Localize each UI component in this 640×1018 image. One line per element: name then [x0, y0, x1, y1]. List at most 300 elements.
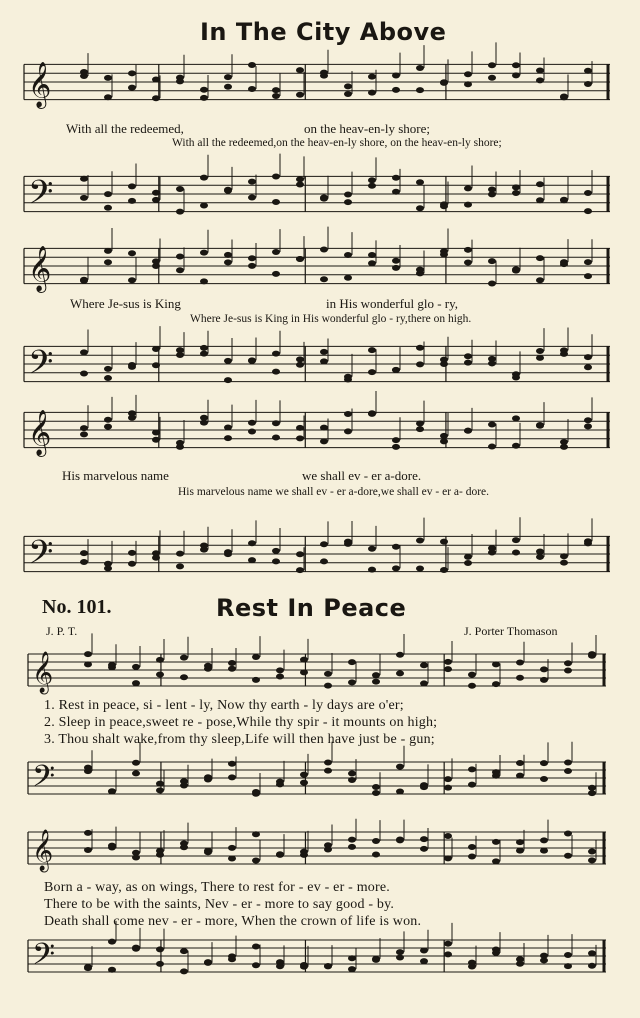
notehead — [128, 183, 136, 189]
verse-line: There to be with the saints, Nev - er - more to say good - by. — [44, 897, 395, 912]
notehead — [84, 661, 92, 667]
notehead — [372, 672, 380, 678]
notehead — [416, 361, 424, 367]
notehead — [416, 205, 424, 211]
notehead — [492, 858, 500, 864]
notehead — [420, 836, 428, 842]
notehead — [152, 263, 160, 269]
notehead — [540, 776, 548, 782]
notehead — [468, 960, 476, 966]
notehead — [464, 81, 472, 87]
notehead — [488, 75, 496, 81]
bass-staff — [24, 342, 610, 390]
notehead — [296, 182, 304, 188]
notehead — [516, 675, 524, 681]
notehead — [204, 663, 212, 669]
notehead — [128, 410, 136, 416]
notehead — [560, 560, 568, 566]
notehead — [564, 768, 572, 774]
notehead — [252, 654, 260, 660]
notehead — [392, 444, 400, 450]
notehead — [348, 837, 356, 843]
notehead — [248, 255, 256, 261]
notehead — [488, 422, 496, 428]
notehead — [320, 194, 328, 200]
notehead — [464, 360, 472, 366]
notehead — [276, 667, 284, 673]
notehead — [512, 537, 520, 543]
notehead — [128, 70, 136, 76]
notehead — [272, 369, 280, 375]
treble-staff — [24, 244, 610, 292]
notehead — [512, 443, 520, 449]
verse-line: Death shall come nev - er - more, When the crown of life is won. — [44, 914, 422, 929]
notehead — [180, 844, 188, 850]
notehead — [396, 949, 404, 955]
notehead — [324, 671, 332, 677]
notehead — [588, 963, 596, 969]
notehead — [200, 250, 208, 256]
notehead — [444, 659, 452, 665]
lyric-line: Where Je-sus is King in His wonderful glo - ry,there on high. — [190, 313, 472, 325]
notehead — [252, 831, 260, 837]
notehead — [416, 426, 424, 432]
notehead — [296, 67, 304, 73]
notehead — [492, 947, 500, 953]
lyricist-credit: J. P. T. — [46, 624, 78, 638]
notehead — [152, 197, 160, 203]
notehead — [104, 94, 112, 100]
notehead — [272, 93, 280, 99]
notehead — [320, 558, 328, 564]
notehead — [276, 674, 284, 680]
notehead — [252, 962, 260, 968]
notehead — [536, 549, 544, 555]
notehead — [296, 176, 304, 182]
notehead — [584, 81, 592, 87]
notehead — [344, 191, 352, 197]
notehead — [176, 444, 184, 450]
notehead — [324, 768, 332, 774]
notehead — [200, 543, 208, 549]
notehead — [584, 364, 592, 370]
notehead — [200, 415, 208, 421]
notehead — [464, 560, 472, 566]
notehead — [512, 72, 520, 78]
notehead — [104, 191, 112, 197]
notehead — [540, 677, 548, 683]
notehead — [272, 199, 280, 205]
notehead — [320, 425, 328, 431]
notehead — [348, 770, 356, 776]
clef-icon: 𝄞 — [28, 61, 52, 108]
lyric-line: we shall ev - er a-dore. — [302, 468, 422, 483]
notehead — [440, 433, 448, 439]
notehead — [368, 260, 376, 266]
notehead — [180, 674, 188, 680]
notehead — [248, 420, 256, 426]
verse-line: 2. Sleep in peace,sweet re - pose,While thy spir - it mounts on high; — [44, 715, 438, 730]
notehead — [320, 276, 328, 282]
notehead — [204, 774, 212, 780]
treble-staff — [24, 60, 610, 108]
notehead — [104, 424, 112, 430]
notehead — [228, 956, 236, 962]
notehead — [584, 417, 592, 423]
notehead — [320, 541, 328, 547]
notehead — [488, 356, 496, 362]
notehead — [492, 681, 500, 687]
notehead — [372, 790, 380, 796]
notehead — [252, 789, 260, 795]
notehead — [464, 259, 472, 265]
notehead — [348, 679, 356, 685]
notehead — [180, 655, 188, 661]
notehead — [588, 857, 596, 863]
notehead — [512, 190, 520, 196]
clef-icon: 𝄞 — [28, 409, 52, 456]
bass-staff — [24, 172, 610, 220]
notehead — [420, 784, 428, 790]
notehead — [104, 417, 112, 423]
notehead — [444, 951, 452, 957]
notehead — [488, 258, 496, 264]
notehead — [272, 420, 280, 426]
clef-icon: 𝄢 — [28, 343, 54, 390]
notehead — [176, 347, 184, 353]
notehead — [224, 259, 232, 265]
notehead — [488, 62, 496, 68]
notehead — [344, 83, 352, 89]
notehead — [176, 267, 184, 273]
notehead — [540, 760, 548, 766]
verse-line: 1. Rest in peace, si - lent - ly, Now thy earth - ly days are o'er; — [44, 698, 404, 713]
notehead — [128, 364, 136, 370]
notehead — [272, 271, 280, 277]
notehead — [152, 346, 160, 352]
notehead — [368, 74, 376, 80]
notehead — [300, 669, 308, 675]
notehead — [368, 90, 376, 96]
notehead — [132, 680, 140, 686]
notehead — [492, 769, 500, 775]
notehead — [348, 659, 356, 665]
notehead — [416, 538, 424, 544]
notehead — [584, 208, 592, 214]
notehead — [204, 959, 212, 965]
notehead — [416, 87, 424, 93]
notehead — [440, 438, 448, 444]
notehead — [152, 190, 160, 196]
notehead — [464, 71, 472, 77]
notehead — [80, 195, 88, 201]
notehead — [536, 277, 544, 283]
notehead — [248, 62, 256, 68]
notehead — [228, 855, 236, 861]
notehead — [252, 943, 260, 949]
notehead — [512, 549, 520, 555]
notehead — [320, 438, 328, 444]
notehead — [444, 776, 452, 782]
notehead — [180, 778, 188, 784]
notehead — [368, 177, 376, 183]
notehead — [396, 670, 404, 676]
notehead — [132, 854, 140, 860]
notehead — [488, 186, 496, 192]
notehead — [396, 788, 404, 794]
notehead — [296, 425, 304, 431]
notehead — [152, 429, 160, 435]
notehead — [296, 256, 304, 262]
notehead — [440, 539, 448, 545]
lyric-line: With all the redeemed, — [66, 121, 184, 136]
notehead — [180, 968, 188, 974]
notehead — [300, 852, 308, 858]
notehead — [252, 677, 260, 683]
notehead — [176, 186, 184, 192]
notehead — [348, 955, 356, 961]
notehead — [204, 848, 212, 854]
notehead — [536, 348, 544, 354]
notehead — [132, 664, 140, 670]
notehead — [224, 425, 232, 431]
notehead — [588, 651, 596, 657]
notehead — [348, 777, 356, 783]
notehead — [252, 858, 260, 864]
notehead — [416, 345, 424, 351]
notehead — [156, 961, 164, 967]
notehead — [224, 252, 232, 258]
notehead — [128, 198, 136, 204]
lyric-line: With all the redeemed,on the heav-en-ly shore, on the heav-en-ly shore; — [172, 137, 502, 149]
notehead — [84, 965, 92, 971]
notehead — [296, 435, 304, 441]
notehead — [420, 662, 428, 668]
notehead — [344, 199, 352, 205]
notehead — [536, 423, 544, 429]
notehead — [80, 69, 88, 75]
notehead — [80, 550, 88, 556]
notehead — [344, 411, 352, 417]
notehead — [372, 957, 380, 963]
notehead — [104, 205, 112, 211]
notehead — [296, 92, 304, 98]
notehead — [540, 957, 548, 963]
notehead — [300, 780, 308, 786]
notehead — [392, 175, 400, 181]
notehead — [440, 361, 448, 367]
notehead — [512, 374, 520, 380]
notehead — [248, 557, 256, 563]
notehead — [468, 854, 476, 860]
notehead — [152, 437, 160, 443]
notehead — [416, 65, 424, 71]
notehead — [392, 367, 400, 373]
notehead — [320, 358, 328, 364]
notehead — [296, 362, 304, 368]
notehead — [228, 660, 236, 666]
notehead — [200, 345, 208, 351]
notehead — [588, 849, 596, 855]
notehead — [540, 837, 548, 843]
notehead — [444, 833, 452, 839]
notehead — [392, 189, 400, 195]
clef-icon: 𝄢 — [32, 938, 56, 979]
clef-icon: 𝄢 — [28, 533, 54, 580]
notehead — [464, 428, 472, 434]
notehead — [392, 544, 400, 550]
notehead — [564, 831, 572, 837]
notehead — [200, 95, 208, 101]
notehead — [248, 194, 256, 200]
notehead — [176, 551, 184, 557]
notehead — [296, 551, 304, 557]
lyric-line: His marvelous name we shall ev - er a-dore,we shall ev - er a- dore. — [178, 486, 490, 498]
notehead — [108, 967, 116, 973]
notehead — [224, 358, 232, 364]
notehead — [296, 356, 304, 362]
notehead — [368, 347, 376, 353]
notehead — [368, 567, 376, 573]
notehead — [392, 73, 400, 79]
notehead — [128, 250, 136, 256]
notehead — [588, 790, 596, 796]
notehead — [324, 846, 332, 852]
notehead — [492, 661, 500, 667]
notehead — [416, 179, 424, 185]
notehead — [84, 847, 92, 853]
notehead — [276, 959, 284, 965]
notehead — [464, 247, 472, 253]
notehead — [344, 252, 352, 258]
notehead — [132, 770, 140, 776]
notehead — [536, 197, 544, 203]
notehead — [516, 848, 524, 854]
notehead — [200, 351, 208, 357]
composer-credit: J. Porter Thomason — [464, 624, 558, 638]
notehead — [588, 785, 596, 791]
notehead — [560, 93, 568, 99]
notehead — [420, 958, 428, 964]
notehead — [300, 962, 308, 968]
notehead — [468, 683, 476, 689]
hymn-title: Rest In Peace — [216, 594, 407, 622]
notehead — [156, 852, 164, 858]
notehead — [104, 259, 112, 265]
notehead — [392, 258, 400, 264]
notehead — [300, 657, 308, 663]
notehead — [248, 358, 256, 364]
notehead — [560, 553, 568, 559]
notehead — [324, 963, 332, 969]
notehead — [372, 838, 380, 844]
notehead — [104, 248, 112, 254]
notehead — [464, 554, 472, 560]
notehead — [248, 179, 256, 185]
notehead — [564, 760, 572, 766]
notehead — [536, 554, 544, 560]
notehead — [320, 349, 328, 355]
bass-staff — [28, 758, 606, 801]
notehead — [344, 428, 352, 434]
notehead — [108, 788, 116, 794]
notehead — [348, 966, 356, 972]
lyric-line: in His wonderful glo - ry, — [326, 296, 459, 311]
notehead — [344, 275, 352, 281]
notehead — [368, 546, 376, 552]
notehead — [584, 354, 592, 360]
notehead — [272, 87, 280, 93]
notehead — [392, 437, 400, 443]
notehead — [536, 67, 544, 73]
notehead — [584, 540, 592, 546]
notehead — [564, 952, 572, 958]
notehead — [464, 202, 472, 208]
notehead — [272, 249, 280, 255]
notehead — [488, 444, 496, 450]
notehead — [468, 844, 476, 850]
notehead — [512, 62, 520, 68]
notehead — [132, 945, 140, 951]
notehead — [104, 375, 112, 381]
clef-icon: 𝄢 — [28, 173, 54, 220]
notehead — [176, 563, 184, 569]
verse-line: Born a - way, as on wings, There to rest for - ev - er - more. — [44, 880, 390, 895]
notehead — [276, 851, 284, 857]
bass-staff — [24, 532, 610, 580]
notehead — [560, 444, 568, 450]
notehead — [492, 839, 500, 845]
notehead — [440, 203, 448, 209]
notehead — [156, 671, 164, 677]
notehead — [152, 95, 160, 101]
notehead — [128, 277, 136, 283]
notehead — [368, 252, 376, 258]
notehead — [512, 266, 520, 272]
notehead — [80, 371, 88, 377]
notehead — [224, 188, 232, 194]
verse-line: 3. Thou shalt wake,from thy sleep,Life will then have just be - gun; — [44, 732, 435, 747]
lyric-line: Where Je-sus is King — [70, 296, 181, 311]
notehead — [272, 435, 280, 441]
notehead — [372, 784, 380, 790]
notehead — [320, 246, 328, 252]
notehead — [128, 550, 136, 556]
notehead — [248, 263, 256, 269]
notehead — [468, 782, 476, 788]
notehead — [588, 950, 596, 956]
notehead — [416, 267, 424, 273]
notehead — [348, 844, 356, 850]
notehead — [516, 956, 524, 962]
notehead — [440, 80, 448, 86]
notehead — [584, 423, 592, 429]
notehead — [536, 77, 544, 83]
bass-staff — [28, 936, 606, 979]
notehead — [440, 252, 448, 258]
clef-icon: 𝄢 — [32, 760, 56, 801]
notehead — [444, 855, 452, 861]
clef-icon: 𝄞 — [32, 830, 54, 871]
notehead — [420, 948, 428, 954]
notehead — [488, 545, 496, 551]
notehead — [276, 781, 284, 787]
notehead — [564, 853, 572, 859]
notehead — [324, 683, 332, 689]
notehead — [444, 941, 452, 947]
notehead — [80, 559, 88, 565]
notehead — [128, 85, 136, 91]
